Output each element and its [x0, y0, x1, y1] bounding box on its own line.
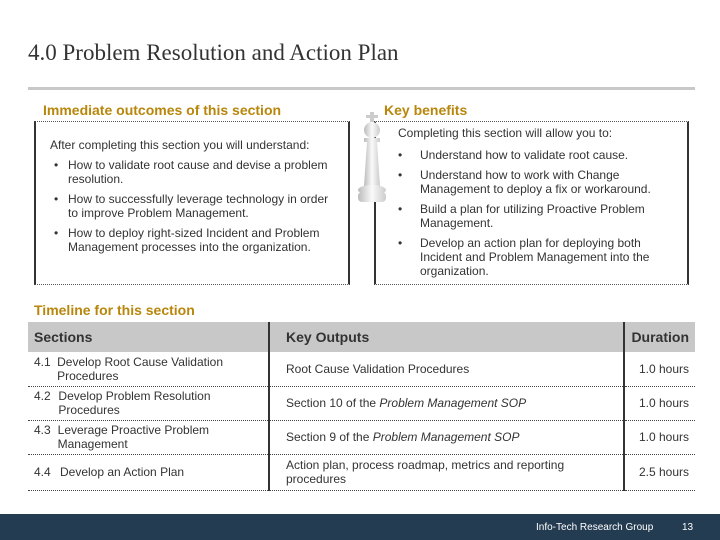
section-name: Develop an Action Plan [60, 465, 185, 479]
table-row [28, 352, 695, 386]
benefits-heading: Key benefits [384, 102, 468, 118]
col-header-sections: Sections [28, 322, 269, 352]
section-name: Develop Root Cause Validation Procedures [57, 354, 223, 383]
table-row [28, 420, 695, 454]
table-row [28, 454, 695, 490]
section-number: 4.2 [34, 389, 51, 403]
outcomes-intro: After completing this section you will understand: [50, 138, 310, 152]
col-header-key-outputs: Key Outputs [269, 322, 624, 352]
page-number: 13 [682, 522, 694, 533]
outcome-item: • How to deploy right-sized Incident and Problem Management processes into the organization. [54, 226, 340, 254]
section-number: 4.4 [34, 465, 51, 479]
key-output: Root Cause Validation Procedures [286, 361, 470, 376]
benefit-item: • Understand how to validate root cause. [398, 148, 657, 162]
chess-king-icon [354, 110, 390, 208]
benefit-item: • Develop an action plan for deploying both Incident and Problem Management into the organization. [398, 236, 657, 278]
benefit-item: • Understand how to work with Change Management to deploy a fix or workaround. [398, 168, 657, 196]
section-number: 4.3 [34, 423, 51, 437]
benefits-intro: Completing this section will allow you to: [398, 126, 613, 140]
page-title: 4.0 Problem Resolution and Action Plan [28, 40, 399, 65]
benefit-item: • Build a plan for utilizing Proactive Problem Management. [398, 202, 657, 230]
outcomes-box [34, 121, 350, 285]
duration: 1.0 hours [624, 352, 695, 386]
table-row [28, 386, 695, 420]
benefits-box [374, 121, 689, 285]
timeline-heading: Timeline for this section [34, 302, 195, 318]
footer-bar [0, 514, 720, 540]
timeline-table [28, 322, 695, 491]
duration: 1.0 hours [624, 420, 695, 454]
footer-company: Info-Tech Research Group [536, 522, 654, 533]
section-number: 4.1 [34, 354, 51, 369]
duration: 1.0 hours [624, 386, 695, 420]
section-name: Develop Problem Resolution Procedures [58, 389, 211, 417]
key-output: Action plan, process roadmap, metrics and reporting procedures [286, 458, 565, 486]
key-output: Section 10 of the [286, 396, 380, 410]
section-name: Leverage Proactive Problem Management [57, 423, 210, 451]
key-output-italic: Problem Management SOP [379, 396, 527, 410]
key-output: Section 9 of the [286, 430, 373, 444]
outcome-item: • How to validate root cause and devise a problem resolution. [54, 158, 340, 186]
outcome-item: • How to successfully leverage technology in order to improve Problem Management. [54, 192, 340, 220]
duration: 2.5 hours [624, 454, 695, 490]
title-divider [28, 87, 695, 90]
key-output-italic: Problem Management SOP [372, 430, 520, 444]
col-header-duration: Duration [624, 322, 695, 352]
outcomes-heading: Immediate outcomes of this section [43, 102, 282, 118]
